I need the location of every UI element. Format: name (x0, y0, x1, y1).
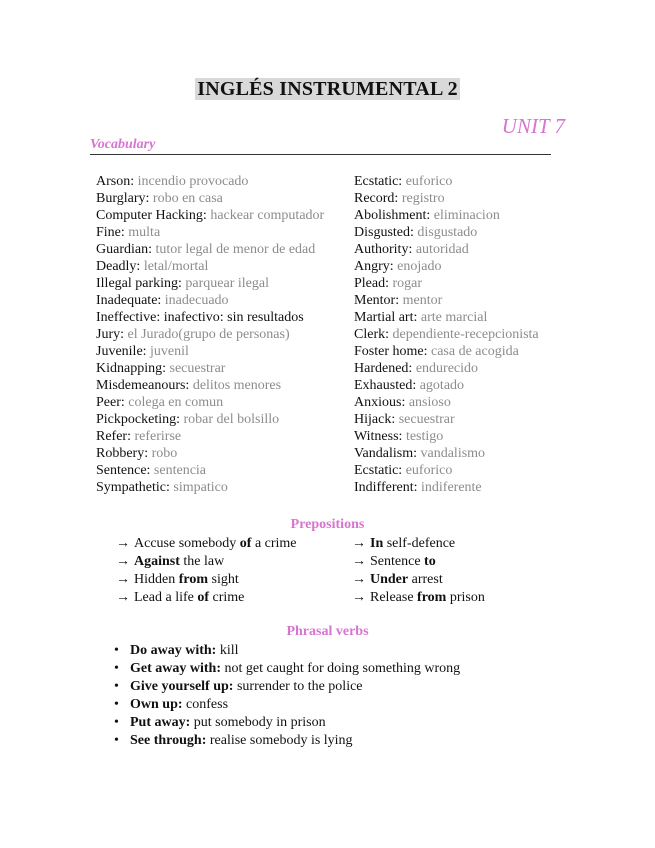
vocab-term: Plead: (354, 276, 389, 291)
vocab-term: Clerk: (354, 327, 389, 342)
vocab-translation: juvenil (150, 344, 189, 359)
vocab-term: Mentor: (354, 293, 400, 308)
prep-text: Sentence (370, 554, 425, 569)
vocab-entry (354, 343, 539, 360)
vocab-term: Kidnapping: (96, 361, 166, 376)
preposition-item (352, 589, 485, 607)
phrasal-verb-item (110, 732, 460, 750)
phrasal-verb: Give yourself up: (130, 679, 234, 694)
vocab-entry (354, 309, 539, 326)
arrow-icon: → (352, 590, 366, 605)
vocab-translation: referirse (134, 429, 182, 444)
vocab-translation: dependiente-recepcionista (392, 327, 539, 342)
vocab-term: Juvenile: (96, 344, 147, 359)
vocab-term: Pickpocketing: (96, 412, 180, 427)
vocab-translation: registro (401, 191, 445, 206)
vocab-entry (96, 190, 324, 207)
vocab-term: Indifferent: (354, 480, 418, 495)
vocab-right-column (354, 173, 539, 496)
prep-bold: In (370, 536, 384, 551)
vocab-term: Sentence: (96, 463, 151, 478)
bullet-icon: • (114, 679, 119, 694)
vocab-term: Jury: (96, 327, 124, 342)
vocab-translation: tutor legal de menor de edad (155, 242, 316, 257)
vocab-entry (354, 462, 539, 479)
vocab-term: Burglary: (96, 191, 150, 206)
vocab-translation: secuestrar (398, 412, 455, 427)
vocab-term: Record: (354, 191, 399, 206)
prep-text: prison (446, 590, 485, 605)
vocab-term: Hardened: (354, 361, 413, 376)
vocab-translation: indiferente (421, 480, 482, 495)
phrasal-verb: Do away with: (130, 643, 217, 658)
vocab-entry (354, 479, 539, 496)
prep-text: self-defence (383, 536, 456, 551)
prep-text: Hidden (134, 572, 179, 587)
vocab-translation: sentencia (153, 463, 207, 478)
vocab-translation: letal/mortal (143, 259, 209, 274)
vocab-term: Disgusted: (354, 225, 414, 240)
vocab-term: Ineffective: inafectivo: sin resultados (96, 310, 304, 325)
vocab-entry (96, 343, 324, 360)
vocab-entry (354, 326, 539, 343)
prep-bold: Against (134, 554, 180, 569)
vocab-translation: colega en comun (128, 395, 224, 410)
page-title-wrap (0, 78, 655, 101)
vocab-entry (354, 258, 539, 275)
vocab-translation: el Jurado(grupo de personas) (127, 327, 290, 342)
vocab-translation: mentor (402, 293, 443, 308)
arrow-icon: → (352, 536, 366, 551)
preposition-item (116, 553, 224, 571)
prep-bold: from (178, 572, 209, 587)
vocab-translation: vandalismo (420, 446, 486, 461)
prep-bold: from (417, 590, 447, 605)
vocab-translation: secuestrar (169, 361, 226, 376)
vocab-entry (96, 411, 324, 428)
vocabulary-heading: Vocabulary (90, 137, 551, 155)
vocab-entry (96, 394, 324, 411)
vocab-term: Arson: (96, 174, 135, 189)
preposition-item (352, 535, 455, 553)
vocab-term: Fine: (96, 225, 125, 240)
vocab-entry (96, 428, 324, 445)
bullet-icon: • (114, 715, 119, 730)
vocab-term: Hijack: (354, 412, 396, 427)
vocab-translation: parquear ilegal (185, 276, 269, 291)
vocab-term: Computer Hacking: (96, 208, 207, 223)
preposition-item (352, 553, 436, 571)
bullet-icon: • (114, 697, 119, 712)
arrow-icon: → (352, 554, 366, 569)
vocab-term: Vandalism: (354, 446, 417, 461)
vocab-term: Foster home: (354, 344, 428, 359)
vocab-term: Peer: (96, 395, 125, 410)
vocab-translation: robar del bolsillo (183, 412, 280, 427)
vocab-entry (96, 275, 324, 292)
arrow-icon: → (116, 554, 130, 569)
phrasal-verb: See through: (130, 733, 207, 748)
phrasal-meaning: realise somebody is lying (206, 733, 353, 748)
vocab-term: Refer: (96, 429, 131, 444)
phrasal-meaning: surrender to the police (233, 679, 363, 694)
vocab-entry (96, 224, 324, 241)
vocab-translation: robo en casa (152, 191, 223, 206)
vocab-term: Illegal parking: (96, 276, 182, 291)
vocab-translation: inadecuado (164, 293, 229, 308)
vocab-entry (354, 173, 539, 190)
prep-text: arrest (408, 572, 443, 587)
vocab-translation: delitos menores (192, 378, 282, 393)
vocab-entry (354, 445, 539, 462)
vocab-term: Abolishment: (354, 208, 431, 223)
vocab-entry (354, 377, 539, 394)
phrasal-verb-item (110, 714, 460, 732)
vocab-entry (96, 462, 324, 479)
vocab-translation: ansioso (408, 395, 451, 410)
vocab-translation: testigo (405, 429, 444, 444)
vocab-entry (96, 479, 324, 496)
vocab-term: Robbery: (96, 446, 149, 461)
vocab-term: Guardian: (96, 242, 152, 257)
arrow-icon: → (352, 572, 366, 587)
prep-text: sight (208, 572, 239, 587)
phrasal-meaning: not get caught for doing something wrong (221, 661, 461, 676)
vocab-entry (96, 207, 324, 224)
vocab-entry (354, 241, 539, 258)
vocab-term: Ecstatic: (354, 174, 403, 189)
prep-text: Lead a life (134, 590, 198, 605)
prep-text: Release (370, 590, 418, 605)
phrasal-meaning: kill (216, 643, 239, 658)
arrow-icon: → (116, 590, 130, 605)
prepositions-heading: Prepositions (290, 517, 365, 532)
vocab-translation: enojado (397, 259, 442, 274)
preposition-item (116, 589, 244, 607)
phrasal-verb: Own up: (130, 697, 183, 712)
vocab-term: Sympathetic: (96, 480, 170, 495)
phrasal-verb: Get away with: (130, 661, 221, 676)
vocab-translation: autoridad (415, 242, 469, 257)
vocab-translation: incendio provocado (137, 174, 249, 189)
vocab-term: Inadequate: (96, 293, 162, 308)
prep-bold: to (424, 554, 436, 569)
vocab-translation: simpatico (173, 480, 228, 495)
vocab-entry (96, 258, 324, 275)
vocab-term: Martial art: (354, 310, 418, 325)
prep-bold: of (239, 536, 252, 551)
bullet-icon: • (114, 733, 119, 748)
vocab-translation: rogar (392, 276, 423, 291)
vocab-term: Misdemeanours: (96, 378, 190, 393)
vocab-entry (354, 224, 539, 241)
vocab-term: Ecstatic: (354, 463, 403, 478)
vocab-entry (354, 207, 539, 224)
vocab-translation: agotado (419, 378, 465, 393)
phrasal-verb-item (110, 660, 460, 678)
vocab-entry (354, 411, 539, 428)
vocab-translation: eliminacion (433, 208, 500, 223)
phrasal-verb-item (110, 642, 460, 660)
phrasal-meaning: put somebody in prison (190, 715, 326, 730)
vocab-entry (96, 292, 324, 309)
vocab-entry (354, 292, 539, 309)
phrasal-verb-item (110, 696, 460, 714)
unit-label: UNIT 7 (501, 114, 565, 138)
prep-text: the law (179, 554, 225, 569)
vocab-translation: multa (128, 225, 161, 240)
phrasal-meaning: confess (182, 697, 229, 712)
vocab-entry (354, 394, 539, 411)
vocab-entry (96, 360, 324, 377)
vocab-entry (354, 275, 539, 292)
vocab-translation: euforico (405, 174, 453, 189)
prep-bold: Under (370, 572, 409, 587)
phrasal-verbs-list (110, 642, 460, 750)
vocab-entry (354, 190, 539, 207)
phrasal-verb: Put away: (130, 715, 191, 730)
preposition-item (352, 571, 443, 589)
vocab-entry (96, 377, 324, 394)
vocab-translation: endurecido (415, 361, 479, 376)
bullet-icon: • (114, 661, 119, 676)
page-title: INGLÉS INSTRUMENTAL 2 (197, 78, 458, 100)
vocab-term: Exhausted: (354, 378, 417, 393)
preposition-item (116, 571, 239, 589)
vocab-entry (354, 360, 539, 377)
vocab-left-column (96, 173, 324, 496)
preposition-item (116, 535, 297, 553)
vocab-translation: robo (151, 446, 178, 461)
vocab-entry (96, 309, 324, 326)
arrow-icon: → (116, 536, 130, 551)
prep-text: crime (209, 590, 245, 605)
vocab-translation: disgustado (417, 225, 478, 240)
vocab-term: Deadly: (96, 259, 141, 274)
vocab-translation: casa de acogida (431, 344, 519, 359)
prep-bold: of (197, 590, 210, 605)
prep-text: Accuse somebody (134, 536, 240, 551)
prep-text: a crime (251, 536, 297, 551)
arrow-icon: → (116, 572, 130, 587)
phrasal-verbs-heading: Phrasal verbs (286, 624, 369, 639)
vocab-entry (96, 326, 324, 343)
vocab-term: Anxious: (354, 395, 406, 410)
vocab-term: Witness: (354, 429, 403, 444)
bullet-icon: • (114, 643, 119, 658)
vocab-translation: hackear computador (210, 208, 325, 223)
vocab-entry (96, 241, 324, 258)
vocab-term: Angry: (354, 259, 394, 274)
vocab-term: Authority: (354, 242, 413, 257)
vocab-entry (354, 428, 539, 445)
vocab-entry (96, 445, 324, 462)
vocab-translation: euforico (405, 463, 453, 478)
vocab-translation: arte marcial (420, 310, 488, 325)
vocab-entry (96, 173, 324, 190)
phrasal-verb-item (110, 678, 460, 696)
